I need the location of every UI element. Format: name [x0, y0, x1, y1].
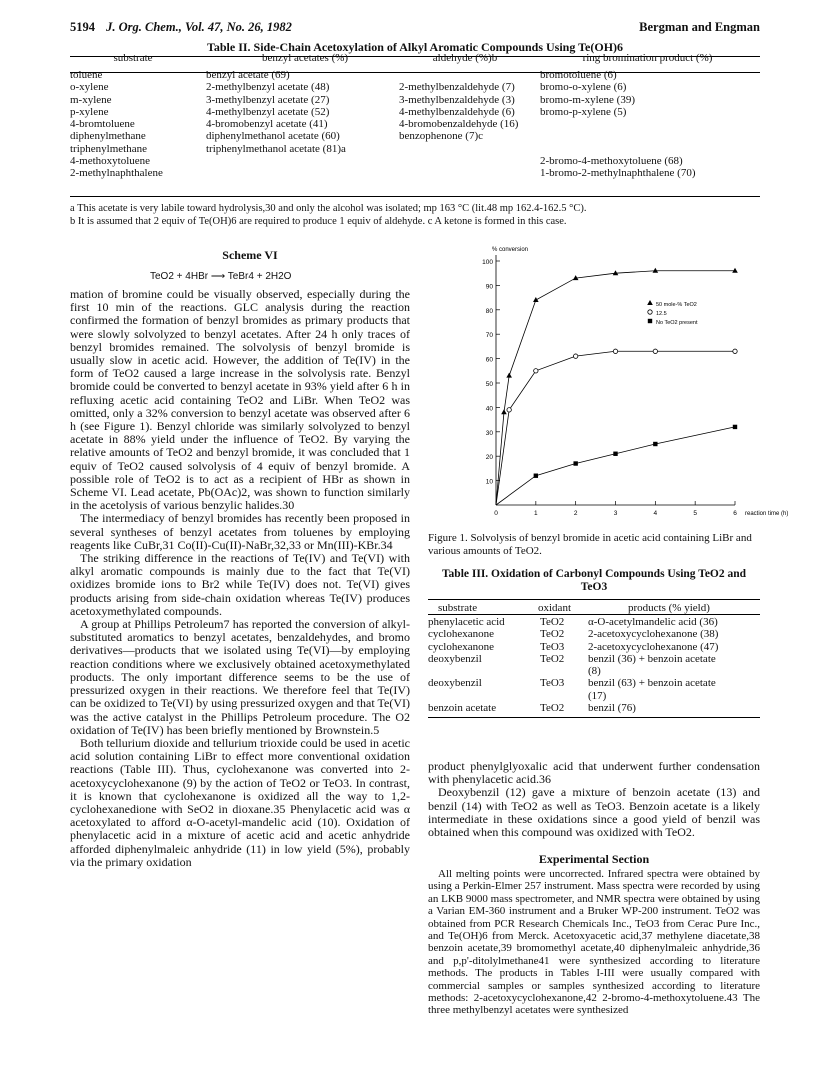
experimental-text: [428, 868, 760, 1017]
table2-cell-aldehyde: benzophenone (7)c: [399, 130, 483, 143]
table2-cell-bromination: bromo-o-xylene (6): [540, 81, 627, 94]
table2-cell-aldehyde: [399, 167, 518, 179]
figure1-chart: [470, 243, 789, 518]
table3-cell-substrate: benzoin acetate: [428, 702, 497, 715]
y-tick-label: 70: [485, 332, 493, 340]
circle-marker: [507, 408, 511, 412]
table2-cell-substrate: triphenylmethane: [70, 142, 147, 155]
table2-cell-bromination: [540, 143, 695, 155]
square-marker: [653, 442, 657, 446]
table3-cell-substrate: cyclohexanone: [428, 640, 494, 653]
square-marker: [733, 425, 737, 429]
table3-cell-oxidant: TeO3: [540, 640, 565, 653]
y-tick-label: 60: [485, 356, 493, 364]
table2-cell-acetate: [206, 155, 346, 167]
table3-header-oxidant: oxidant: [538, 602, 571, 614]
x-tick-label: 6: [733, 510, 737, 517]
table3-cell-oxidant: TeO2: [540, 702, 565, 715]
series-line: [496, 351, 735, 505]
paragraph: The intermediacy of benzyl bromides has recently been proposed in several syntheses of benzyl acetates from toluenes by employing reagents like CuBr,31 Co(II)-Cu(II)-NaBr,32,33 or Mn(III)-KBr.34: [70, 511, 410, 552]
table3-cell-substrate: [428, 665, 505, 677]
table2-cell-aldehyde: [399, 155, 518, 167]
table2-cell-acetate: triphenylmethanol acetate (81)a: [206, 142, 346, 155]
paragraph: mation of bromine could be visually observed, especially during the first 10 min of the reactions. GLC analysis during the reaction confirmed the formation of benzyl bromides as primary products that were slowly solvolyzed to benzyl acetates. After 24 h only traces of benzyl bromides remained. The solvolysis of benzyl bromide is usually slow in acetic acid. However, the addition of Te(IV) in the form of TeO2 caused a large increase in the solvolysis rate. Benzyl bromide could be converted to benzyl acetate in 93% yield after 6 h in refluxing acetic acid containing TeO2 and LiBr. When TeO2 was omitted, only a 32% conversion to benzyl acetate was observed after 6 h (see Figure 1). Benzyl chloride was similarly solvolyzed to benzyl acetate in 88% yield under the influence of TeO2. By varying the relative amounts of TeO2 and benzyl bromide, it was concluded that 1 equiv of TeO2 caused solvolysis of 4 equiv of benzyl bromide. A possible role of TeO2 is to act as a recipient of HBr as shown in Scheme VI. Lead acetate, Pb(OAc)2, was shown to function similarly in the acetolysis of various benzylic halides.30: [70, 287, 410, 513]
table2-header-bromination: ring bromination product (%): [582, 52, 713, 64]
x-tick-label: 1: [534, 510, 538, 517]
table3-cell-oxidant: TeO2: [540, 628, 565, 641]
triangle-marker: [533, 297, 539, 302]
y-axis-label: % conversion: [492, 247, 529, 253]
series-line: [496, 427, 735, 505]
table2-cell-substrate: 4-methoxytoluene: [70, 155, 151, 168]
table2-cell-aldehyde: 4-methylbenzaldehyde (6): [399, 105, 515, 118]
square-marker: [573, 461, 577, 465]
table3-cell-oxidant: [540, 690, 564, 702]
table2-cell-acetate: benzyl acetate (69): [206, 69, 290, 81]
table2-cell-substrate: toluene: [70, 69, 103, 81]
triangle-marker: [506, 373, 512, 378]
table2-cell-substrate: m-xylene: [70, 93, 112, 106]
legend-label: 12.5: [656, 311, 667, 317]
square-marker: [534, 474, 538, 478]
table3-cell-substrate: deoxybenzil: [428, 677, 482, 690]
table2-header-substrate: substrate: [113, 52, 153, 64]
table3-caption: Table III. Oxidation of Carbonyl Compounds Using TeO2 and TeO3: [441, 568, 747, 593]
table2-cell-acetate: 3-methylbenzyl acetate (27): [206, 93, 330, 106]
y-tick-label: 40: [485, 405, 493, 413]
table2-cell-aldehyde: 3-methylbenzaldehyde (3): [399, 93, 515, 106]
table2-bottom-rule: [70, 196, 760, 197]
table2-cell-acetate: 4-methylbenzyl acetate (52): [206, 105, 330, 118]
table2-aldehyde-column: [399, 69, 518, 180]
x-axis-label: reaction time (h): [745, 511, 789, 517]
x-tick-label: 5: [693, 510, 697, 517]
table3-bottom-rule: [428, 717, 760, 718]
table2-cell-bromination: 1-bromo-2-methylnaphthalene (70): [540, 167, 696, 180]
figure1-caption: Figure 1. Solvolysis of benzyl bromide in acetic acid containing LiBr and various amounts of TeO2.: [428, 532, 752, 557]
table3-cell-product: benzil (76): [588, 702, 636, 715]
table3-cell-oxidant: [540, 665, 564, 677]
table2-cell-acetate: 4-bromobenzyl acetate (41): [206, 118, 328, 131]
footnote-a: a This acetate is very labile toward hydrolysis,30 and only the alcohol was isolated; mp 163 °C (lit.48 mp 162.4-162.5 °C).: [70, 203, 587, 214]
table3-oxidant-column: [540, 616, 564, 714]
table3-cell-product: α-O-acetylmandelic acid (36): [588, 616, 718, 628]
table2-cell-acetate: [206, 167, 346, 179]
right-column-text: [428, 760, 760, 839]
authors: Bergman and Engman: [639, 20, 760, 34]
page-number: 5194: [70, 20, 95, 34]
circle-marker: [653, 349, 657, 353]
x-tick-label: 2: [573, 510, 578, 517]
table3-cell-product: 2-acetoxycyclohexanone (47): [588, 640, 719, 653]
table3-cell-substrate: [428, 690, 505, 702]
table2-cell-acetate: diphenylmethanol acetate (60): [206, 130, 340, 143]
table3-cell-substrate: deoxybenzil: [428, 652, 482, 665]
paragraph: The striking difference in the reactions of Te(IV) and Te(VI) with alkyl aromatic compounds is mainly due to the fact that Te(VI) oxidizes bromide ions to Br2 while Te(IV) does not. Te(VI) gives products arising from side-chain oxidation whereas Te(IV) produces acetoxymethylated compounds.: [70, 551, 410, 618]
table2-cell-aldehyde: 2-methylbenzaldehyde (7): [399, 81, 515, 94]
table3-substrate-column: [428, 616, 505, 714]
table3-head-rule: [428, 614, 760, 615]
table2-caption: Table II. Side-Chain Acetoxylation of Alkyl Aromatic Compounds Using Te(OH)6: [206, 40, 624, 54]
figure1: [470, 243, 789, 518]
table2-cell-substrate: 2-methylnaphthalene: [70, 167, 163, 180]
table3-header-products: products (% yield): [628, 602, 710, 614]
x-tick-label: 4: [653, 510, 658, 517]
table2-cell-bromination: [540, 130, 695, 142]
table3-top-rule: [428, 599, 760, 600]
footnote-b: b It is assumed that 2 equiv of Te(OH)6 are required to produce 1 equiv of aldehyde. c A ketone is formed in this case.: [70, 216, 567, 227]
triangle-marker: [653, 268, 659, 273]
paragraph: product phenylglyoxalic acid that underwent further condensation with phenylacetic acid.36: [428, 759, 760, 787]
triangle-marker: [732, 268, 738, 273]
table2-cell-bromination: bromotoluene (6): [540, 69, 617, 81]
y-tick-label: 90: [485, 283, 493, 291]
table3-cell-oxidant: TeO2: [540, 616, 565, 628]
triangle-marker: [647, 300, 653, 305]
table3-product-column: [588, 616, 718, 714]
table2-cell-aldehyde: [399, 69, 518, 81]
scheme-title: Scheme VI: [222, 248, 278, 262]
circle-marker: [648, 310, 652, 314]
table3-cell-product: (17): [588, 689, 607, 702]
table3-cell-substrate: cyclohexanone: [428, 628, 494, 641]
paragraph: A group at Phillips Petroleum7 has reported the conversion of alkyl-substituted aromatics to benzyl acetates, benzaldehydes, and bromo derivatives—products that we isolated using Te(VI)—by employing reaction conditions where we exclusively obtained acetoxymethylated products. The only important difference seems to be the use of pressurized oxygen in their reactions. We therefore feel that Te(IV) can be oxidized to Te(VI) by using pressurized oxygen and that Te(VI) was the active catalyst in the Phillips Petroleum procedure. The O2 oxidation of Te(IV) has been briefly mentioned by Brownstein.5: [70, 617, 410, 737]
y-tick-label: 100: [482, 259, 493, 266]
table2-bromination-column: [540, 69, 695, 180]
circle-marker: [573, 354, 577, 358]
circle-marker: [534, 369, 538, 373]
running-header: [70, 20, 760, 36]
table3-cell-oxidant: TeO2: [540, 652, 565, 665]
legend-label: 50 mole-% TeO2: [656, 302, 697, 308]
table3-cell-product: (8): [588, 665, 601, 678]
table2-cell-substrate: p-xylene: [70, 105, 109, 118]
table2-acetate-column: [206, 69, 346, 180]
table2-cell-substrate: diphenylmethane: [70, 130, 146, 143]
table2-header-acetates: benzyl acetates (%): [261, 52, 349, 64]
y-tick-label: 30: [485, 429, 493, 437]
table3-cell-substrate: phenylacetic acid: [428, 616, 505, 628]
table2-cell-acetate: 2-methylbenzyl acetate (48): [206, 81, 330, 94]
legend-label: No TeO2 present: [656, 320, 698, 326]
table2-cell-aldehyde: [399, 143, 518, 155]
table2-footnotes: [70, 202, 760, 228]
table2-cell-bromination: 2-bromo-4-methoxytoluene (68): [540, 155, 683, 168]
left-column-text: [70, 288, 410, 869]
table2-cell-bromination: [540, 118, 695, 130]
journal-citation: J. Org. Chem., Vol. 47, No. 26, 1982: [106, 20, 292, 34]
x-tick-label: 3: [613, 510, 618, 517]
y-tick-label: 80: [485, 307, 493, 315]
table3-header-substrate: substrate: [438, 602, 478, 614]
square-marker: [648, 319, 652, 323]
y-tick-label: 20: [485, 454, 493, 462]
table2-cell-bromination: bromo-p-xylene (5): [540, 105, 627, 118]
series-line: [496, 271, 735, 505]
table3-cell-product: benzil (63) + benzoin acetate: [588, 677, 716, 690]
table2-cell-bromination: bromo-m-xylene (39): [540, 93, 635, 106]
triangle-marker: [501, 409, 507, 414]
experimental-heading: Experimental Section: [538, 852, 650, 866]
table2-cell-substrate: 4-bromtoluene: [70, 118, 135, 131]
y-tick-label: 10: [485, 478, 493, 486]
x-tick-label: 0: [494, 510, 498, 517]
table2-cell-substrate: o-xylene: [70, 81, 109, 94]
table2-cell-aldehyde: 4-bromobenzaldehyde (16): [399, 118, 519, 131]
table3-cell-product: benzil (36) + benzoin acetate: [588, 652, 716, 665]
table2-header-aldehyde: aldehyde (%)b: [432, 52, 498, 64]
table2-substrate-column: [70, 69, 163, 180]
square-marker: [613, 452, 617, 456]
paragraph: All melting points were uncorrected. Infrared spectra were obtained by using a Perkin-Elmer 257 instrument. Mass spectra were recorded by using an LKB 9000 mass spectrometer, and NMR spectra were obtained by using a Varian EM-360 instrument and a Bruker WP-200 instrument. TeO2 was obtained from PCR Research Chemicals Inc., TeO3 from Cerac Pure Inc., and Te(OH)6 from Merck. Acetoxyacetic acid,37 methylene diacetate,38 benzoin acetate,39 bromomethyl acetate,40 diphenylmaleic anhydride,36 and p,p'-ditolylmethane41 were synthesized according to literature methods. The products in Tables I-III were usually compared with commercial samples or samples synthesized according to literature methods: 2-acetoxycyclohexanone,42 2-bromo-4-methoxytoluene.43 The three methylbenzyl acetates were synthesized: [428, 868, 760, 1017]
table3-cell-oxidant: TeO3: [540, 677, 565, 690]
y-tick-label: 50: [485, 381, 493, 388]
paragraph: Both tellurium dioxide and tellurium trioxide could be used in acetic acid solution containing LiBr to effect more conventional oxidation reactions (Table III). Thus, cyclohexanone was converted into 2-acetoxycyclohexanone (9) by the action of TeO2 or TeO3. In contrast, it is known that cyclohexanone is oxidized all the way to 1,2-cyclohexanedione with SeO2 in dioxane.35 Phenylacetic acid was α acetoxylated to afford α-O-acetyl-mandelic acid (10). Oxidation of phenylacetic acid in a mixture of acetic acid and acetic anhydride afforded diphenylmaleic anhydride (11) in low yield (5%), probably via the primary oxidation: [70, 735, 410, 869]
paragraph: Deoxybenzil (12) gave a mixture of benzoin acetate (13) and benzil (14) with TeO2 as well as TeO3. Benzoin acetate is a likely intermediate in these oxidations since a good yield of benzil was obtained when this compound was oxidized with TeO2.: [428, 785, 760, 840]
circle-marker: [733, 349, 737, 353]
circle-marker: [613, 349, 617, 353]
scheme-vi: [70, 248, 410, 282]
table3-cell-product: 2-acetoxycyclohexanone (38): [588, 628, 719, 641]
scheme-equation: TeO2 + 4HBr ⟶ TeBr4 + 2H2O: [150, 271, 292, 282]
